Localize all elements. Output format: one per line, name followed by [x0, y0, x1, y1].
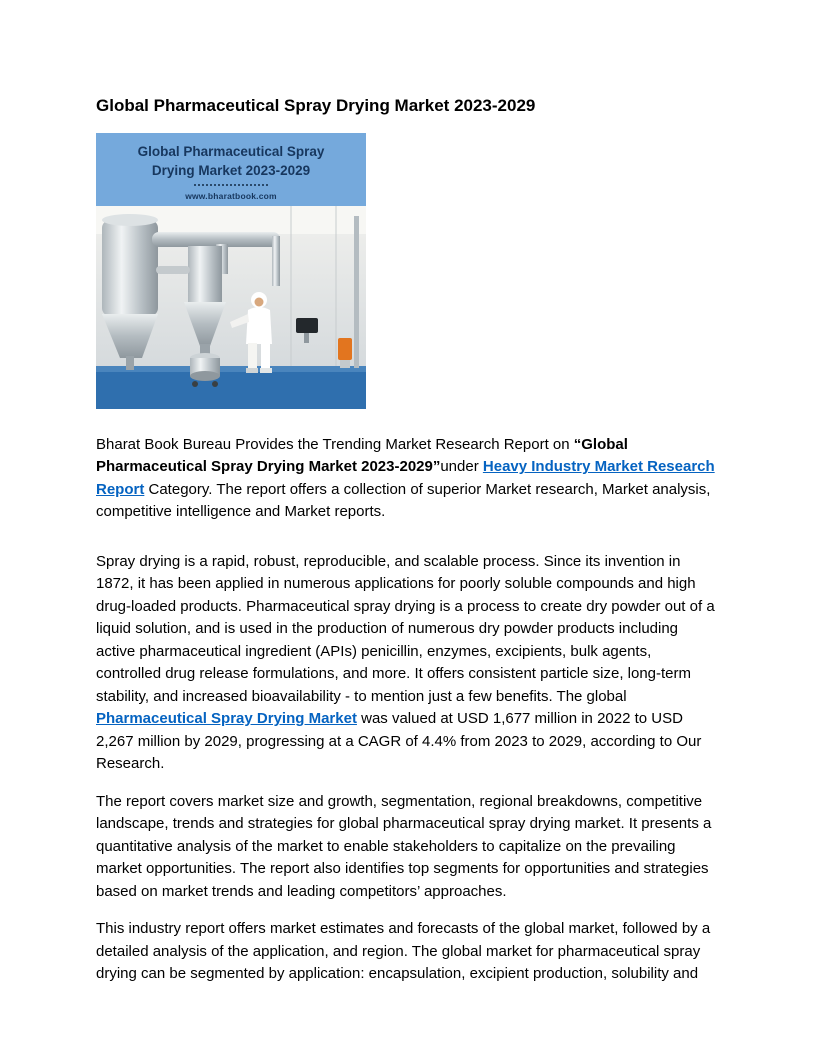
pharma-spray-drying-market-link[interactable]: Pharmaceutical Spray Drying Market	[96, 710, 357, 728]
paragraph-text: Category. The report offers a collection of superior Market research, Market analysis, competitive intelligence and Market reports.	[96, 480, 711, 521]
paragraph-text: under	[440, 458, 483, 476]
spray-dryer-photo	[96, 206, 366, 409]
dotted-divider	[194, 184, 268, 186]
report-banner	[96, 133, 366, 409]
paragraph-text: was valued at USD 1,677 million in 2022 to USD 2,267 million by 2029, progressing at a CAGR of 4.4% from 2023 to 2029, according to Our Research.	[96, 710, 702, 773]
report-title-bold: “Global Pharmaceutical Spray Drying Market 2023-2029”	[96, 435, 628, 476]
heavy-industry-category-link[interactable]: Heavy Industry Market Research Report	[96, 458, 715, 498]
page-title: Global Pharmaceutical Spray Drying Market 2023-2029	[96, 96, 536, 115]
blue-floor	[96, 366, 366, 409]
paragraph-report-coverage: The report covers market size and growth, segmentation, regional breakdowns, competitive landscape, trends and strategies for global pharmaceutical spray drying market. It presents a quantitative analysis of the market to enable stakeholders to capitalize on the prevailing market opportunities. The report also identifies top segments for opportunities and strategies based on market trends and leading competitors’ approaches.	[96, 792, 712, 900]
banner-title-line1: Global Pharmaceutical Spray	[137, 143, 325, 159]
banner-header	[96, 133, 366, 206]
paragraph-intro	[96, 434, 720, 524]
control-monitor	[296, 318, 318, 333]
paragraph-text: Bharat Book Bureau Provides the Trending Market Research Report on	[96, 435, 574, 453]
orange-equipment	[338, 338, 352, 368]
paragraph-segmentation: This industry report offers market estimates and forecasts of the global market, followed by a detailed analysis of the application, and region. The global market for pharmaceutical spray drying can be segmented by application: encapsulation, excipient production, solubility and	[96, 920, 711, 983]
banner-website: www.bharatbook.com	[185, 190, 277, 201]
paragraph-text: Spray drying is a rapid, robust, reproducible, and scalable process. Since its invention in 1872, it has been applied in numerous applications for poorly soluble compounds and high drug-loaded products. Pharmaceutical spray drying is a process to create dry powder out of a liquid solution, and is used in the production of numerous dry powder products including active pharmaceutical ingredient (APIs) penicillin, enzymes, excipients, bulk agents, controlled drug release formulations, and more. It offers consistent particle size, long-term stability, and increased bioavailability - to mention just a few benefits. The global	[96, 552, 715, 705]
paragraph-market-overview	[96, 551, 720, 776]
right-pipe	[354, 216, 359, 368]
banner-title-line2: Drying Market 2023-2029	[151, 163, 311, 179]
